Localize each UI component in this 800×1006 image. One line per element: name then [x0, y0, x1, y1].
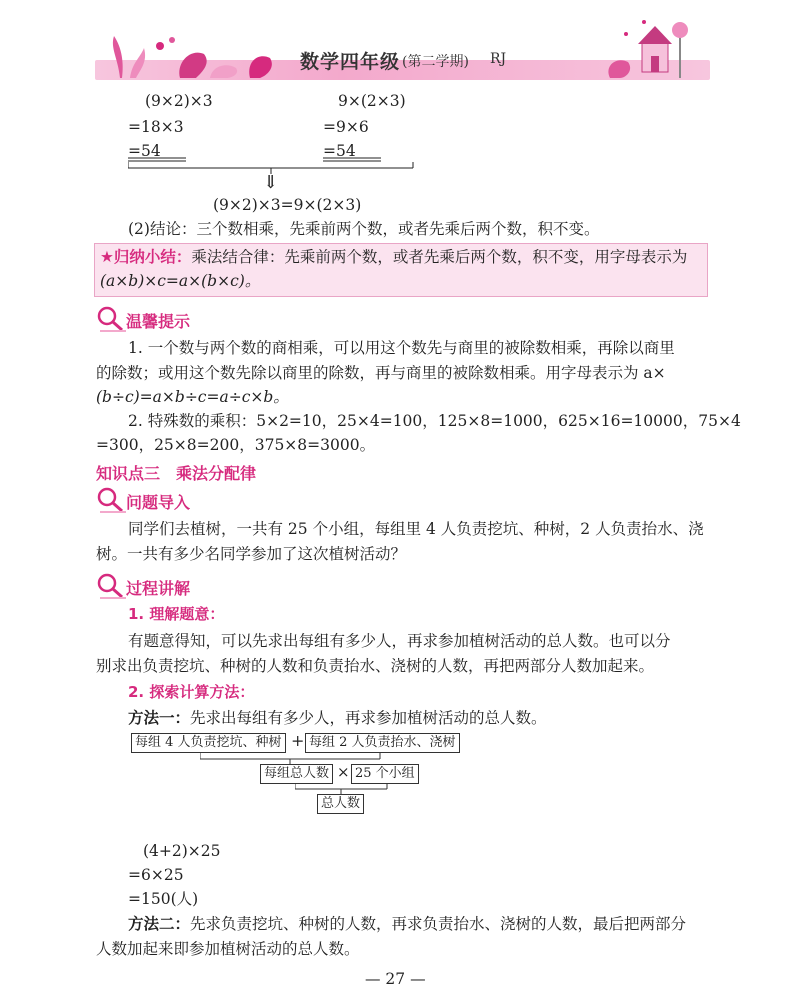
intro-line-2: 树。一共有多少名同学参加了这次植树活动？ — [96, 545, 407, 563]
diagram-box-d: 25 个小组 — [351, 764, 419, 784]
step2-title: 2. 探索计算方法： — [128, 683, 255, 701]
method2-label: 方法二： — [128, 914, 191, 933]
method1 — [128, 707, 547, 729]
bracket-lines — [128, 144, 428, 174]
calc-line-1: (4+2)×25 — [143, 842, 221, 860]
step1-line-1: 有题意得知，可以先求出每组有多少人，再求参加植树活动的总人数。也可以分 — [128, 632, 671, 650]
summary-line-1 — [100, 246, 687, 268]
summary-line-2: (a×b)×c=a×(b×c)。 — [100, 272, 261, 290]
page-number: — 27 — — [365, 970, 426, 988]
step1-title: 1. 理解题意： — [128, 605, 225, 623]
example-right-3: =54 — [323, 142, 356, 160]
diagram-box-e: 总人数 — [317, 794, 364, 814]
intro-line-1: 同学们去植树，一共有 25 个小组，每组里 4 人负责挖坑、种树，2 人负责抬水、浇 — [128, 520, 704, 538]
section-heading: 知识点三 乘法分配律 — [96, 464, 257, 483]
example-left-1: (9×2)×3 — [145, 92, 213, 110]
magnifier-icon — [96, 572, 126, 600]
example-right-1: 9×(2×3) — [338, 92, 406, 110]
plus-sign: + — [291, 731, 305, 750]
method2-line-1 — [128, 913, 686, 935]
book-subtitle: (第二学期) — [402, 54, 469, 70]
method1-text: 先求出每组有多少人，再求参加植树活动的总人数。 — [190, 709, 547, 727]
magnifier-icon — [96, 486, 126, 514]
tips-p1-line2: 的除数；或用这个数先除以商里的除数，再与商里的被除数相乘。用字母表示为 a× — [96, 364, 666, 382]
tips-p1-line3: (b÷c)=a×b÷c=a÷c×b。 — [96, 388, 289, 406]
down-arrow-icon: ⇓ — [263, 172, 279, 193]
method2-text: 先求负责挖坑、种树的人数，再求负责抬水、浇树的人数，最后把两部分 — [190, 915, 687, 933]
method2-line-2: 人数加起来即参加植树活动的总人数。 — [96, 940, 360, 958]
method1-label: 方法一： — [128, 708, 191, 727]
conclusion-text: (2)结论：三个数相乘，先乘前两个数，或者先乘后两个数，积不变。 — [128, 220, 600, 238]
times-sign: × — [337, 763, 350, 781]
calc-line-2: =6×25 — [128, 866, 184, 884]
magnifier-icon — [96, 305, 126, 333]
decor-house-icon — [600, 12, 700, 82]
diagram-box-c: 每组总人数 — [260, 764, 333, 784]
tips-title: 温馨提示 — [126, 312, 191, 331]
step1-line-2: 别求出负责挖坑、种树的人数和负责抬水、浇树的人数，再把两部分人数加起来。 — [96, 657, 655, 675]
example-left-2: =18×3 — [128, 118, 184, 136]
example-right-2: =9×6 — [323, 118, 369, 136]
decor-plants-icon — [100, 18, 280, 80]
intro-title: 问题导入 — [126, 493, 191, 512]
calc-line-3: =150(人) — [128, 890, 199, 908]
example-combined: (9×2)×3=9×(2×3) — [213, 196, 362, 214]
example-left-3: =54 — [128, 142, 161, 160]
book-edition: RJ — [490, 51, 507, 67]
book-title: 数学四年级 — [300, 51, 401, 73]
page-header — [0, 0, 800, 92]
diagram-box-a: 每组 4 人负责挖坑、种树 — [131, 733, 286, 753]
diagram-box-b: 每组 2 人负责抬水、浇树 — [305, 733, 460, 753]
tips-p1-line1: 1. 一个数与两个数的商相乘，可以用这个数先与商里的被除数相乘，再除以商里 — [128, 339, 675, 357]
tips-p2-line1: 2. 特殊数的乘积：5×2=10，25×4=100，125×8=1000，625×16=10000，75×4 — [128, 412, 741, 430]
summary-label: ★归纳小结： — [100, 248, 192, 266]
tips-p2-line2: =300，25×8=200，375×8=3000。 — [96, 436, 376, 454]
process-title: 过程讲解 — [126, 579, 191, 598]
summary-text: 乘法结合律：先乘前两个数，或者先乘后两个数，积不变，用字母表示为 — [191, 248, 688, 266]
